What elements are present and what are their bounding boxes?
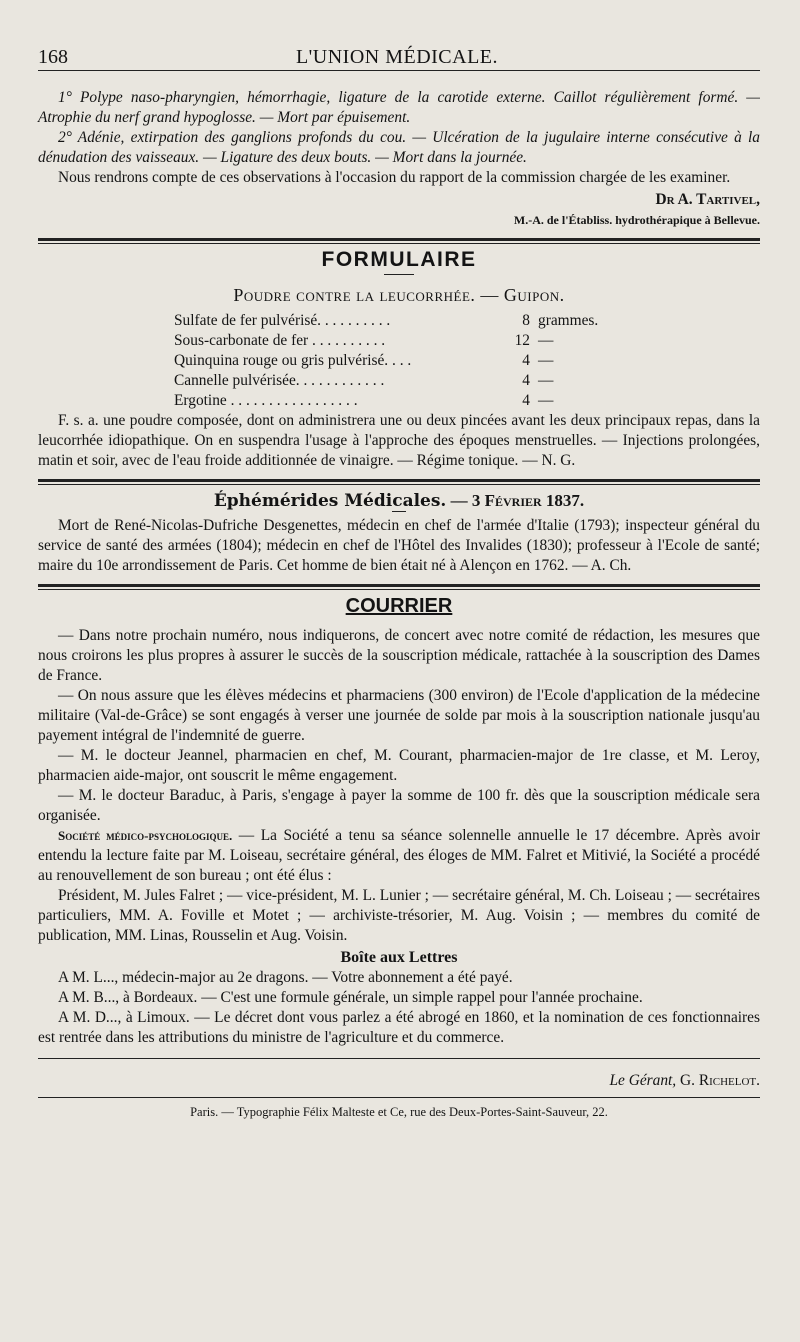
- courrier-paragraph: — Dans notre prochain numéro, nous indiquerons, de concert avec notre comité de rédaction, les mesures que nous croirons les plus propres à assurer le succès de la souscription médicale, rattachée à la souscription des Dames de France.: [38, 627, 760, 684]
- ephemerides-title-date: — 3 Février 1837.: [450, 491, 585, 510]
- journal-title: L'UNION MÉDICALE.: [295, 46, 499, 68]
- courrier-title: COURRIER: [345, 595, 453, 617]
- boite-title: Boîte aux Lettres: [340, 949, 458, 966]
- ingredient-row: [174, 351, 598, 371]
- gerant-name: G. Richelot.: [680, 1072, 760, 1089]
- ingredient-row: [174, 331, 598, 351]
- ingredient-name: Sous-carbonate de fer . . . . . . . . . .: [174, 332, 386, 349]
- observation-2: 2° Adénie, extirpation des ganglions profonds du cou. — Ulcération de la jugulaire interne consécutive à la dénudation des vaisseaux. — Ligature des deux bouts. — Mort dans la journée.: [38, 129, 760, 166]
- header-rule: [38, 70, 760, 71]
- gerant-signature: [38, 1071, 760, 1091]
- short-divider: [392, 511, 406, 512]
- page-header: [38, 46, 756, 76]
- ingredient-name: Sulfate de fer pulvérisé. . . . . . . . . .: [174, 312, 391, 329]
- societe-label: Société médico-psychologique.: [58, 828, 233, 843]
- short-divider: [384, 274, 414, 275]
- printer-imprint: Paris. — Typographie Félix Malteste et Ce, rue des Deux-Portes-Saint-Sauveur, 22.: [190, 1105, 608, 1119]
- ingredient-unit: —: [538, 332, 554, 349]
- ephemerides-text: Mort de René-Nicolas-Dufriche Desgenettes, médecin en chef de l'armée d'Italie (1793); inspecteur général du service de santé des armées (1804); médecin en chef de l'Hôtel des Invalides (1830); professeur à l'Ecole de santé; maire du 10e arrondissement de Paris. Cet homme de bien était né à Alençon en 1762. — A. Ch.: [38, 517, 760, 574]
- observation-1: 1° Polype naso-pharyngien, hémorrhagie, ligature de la carotide externe. Caillot régulièrement formé. — Atrophie du nerf grand hypoglosse. — Mort par épuisement.: [38, 89, 760, 126]
- ingredient-unit: —: [538, 392, 554, 409]
- imprint-rule: [38, 1097, 760, 1098]
- ingredient-unit: —: [538, 352, 554, 369]
- elected-members: Président, M. Jules Falret ; — vice-président, M. L. Lunier ; — secrétaire général, M. Ch. Loiseau ; — secrétaires particuliers, MM. A. Foville et Motet ; — archiviste-trésorier, M. Aug. Voisin ; — membres du comité de publication, MM. Linas, Rousselin et Aug. Voisin.: [38, 887, 760, 944]
- courrier-paragraph: — M. le docteur Baraduc, à Paris, s'engage à payer la somme de 100 fr. dès que la souscription médicale sera organisée.: [38, 787, 760, 824]
- ingredient-name: Quinquina rouge ou gris pulvérisé. . . .: [174, 352, 412, 369]
- footer-rule: [38, 1058, 760, 1059]
- societe-paragraph: [38, 826, 760, 886]
- ingredients-table: [174, 311, 598, 411]
- signature: [38, 190, 760, 230]
- ingredient-name: Ergotine . . . . . . . . . . . . . . . . .: [174, 392, 358, 409]
- ephemerides-title: [38, 491, 760, 511]
- societe-text: — La Société a tenu sa séance solennelle annuelle le 17 décembre. Après avoir entendu la lecture faite par M. Loiseau, secrétaire général, des éloges de MM. Falret et Mitivié, la Société a procédé au renouvellement de son bureau ; ont été élus :: [38, 827, 760, 884]
- report-note: Nous rendrons compte de ces observations à l'occasion du rapport de la commission chargée de les examiner.: [58, 169, 731, 186]
- ingredient-unit: grammes.: [538, 312, 599, 329]
- ingredient-quantity: 4: [522, 352, 530, 369]
- signature-name: Dr A. Tartivel,: [655, 191, 760, 208]
- page-body: [38, 88, 760, 1122]
- ingredient-unit: —: [538, 372, 554, 389]
- courrier-paragraph: — On nous assure que les élèves médecins et pharmaciens (300 environ) de l'Ecole d'application de la médecine militaire (Val-de-Grâce) se sont engagés à verser une journée de solde par mois à la souscription nationale jusqu'au payement intégral de l'indemnité de guerre.: [38, 687, 760, 744]
- signature-affiliation: M.-A. de l'Établiss. hydrothérapique à Bellevue.: [513, 213, 760, 227]
- formulaire-title: FORMULAIRE: [321, 248, 477, 271]
- ingredient-quantity: 4: [522, 392, 530, 409]
- ingredient-row: [174, 371, 598, 391]
- ingredient-row: [174, 391, 598, 411]
- page-number: 168: [38, 46, 68, 68]
- gerant-label: Le Gérant,: [609, 1072, 677, 1089]
- formula-instructions: F. s. a. une poudre composée, dont on administrera une ou deux pincées avant les deux principaux repas, dans la leucorrhée idiopathique. On en suspendra l'usage à l'approche des époques menstruelles. — Injections prolongées, matin et soir, avec de l'eau froide additionnée de vinaigre. — Régime tonique. — N. G.: [38, 412, 760, 469]
- ingredient-quantity: 12: [514, 332, 530, 349]
- ephemerides-title-main: Éphémérides Médicales.: [213, 491, 447, 511]
- formula-title: Poudre contre la leucorrhée. — Guipon.: [233, 285, 565, 305]
- letter-reply: A M. B..., à Bordeaux. — C'est une formule générale, un simple rappel pour l'année prochaine.: [58, 989, 643, 1006]
- courrier-paragraph: — M. le docteur Jeannel, pharmacien en chef, M. Courant, pharmacien-major de 1re classe, et M. Leroy, pharmacien aide-major, ont souscrit le même engagement.: [38, 747, 760, 784]
- ingredient-quantity: 8: [522, 312, 530, 329]
- section-divider: [38, 238, 760, 244]
- ingredient-quantity: 4: [522, 372, 530, 389]
- section-divider: [38, 479, 760, 485]
- letter-reply: A M. L..., médecin-major au 2e dragons. — Votre abonnement a été payé.: [58, 969, 513, 986]
- ingredient-row: [174, 311, 598, 331]
- letter-reply: A M. D..., à Limoux. — Le décret dont vous parlez a été abrogé en 1860, et la nomination de ces fonctionnaires est rentrée dans les attributions du ministre de l'agriculture et du commerce.: [38, 1009, 760, 1046]
- section-divider: [38, 584, 760, 590]
- ingredient-name: Cannelle pulvérisée. . . . . . . . . . . .: [174, 372, 385, 389]
